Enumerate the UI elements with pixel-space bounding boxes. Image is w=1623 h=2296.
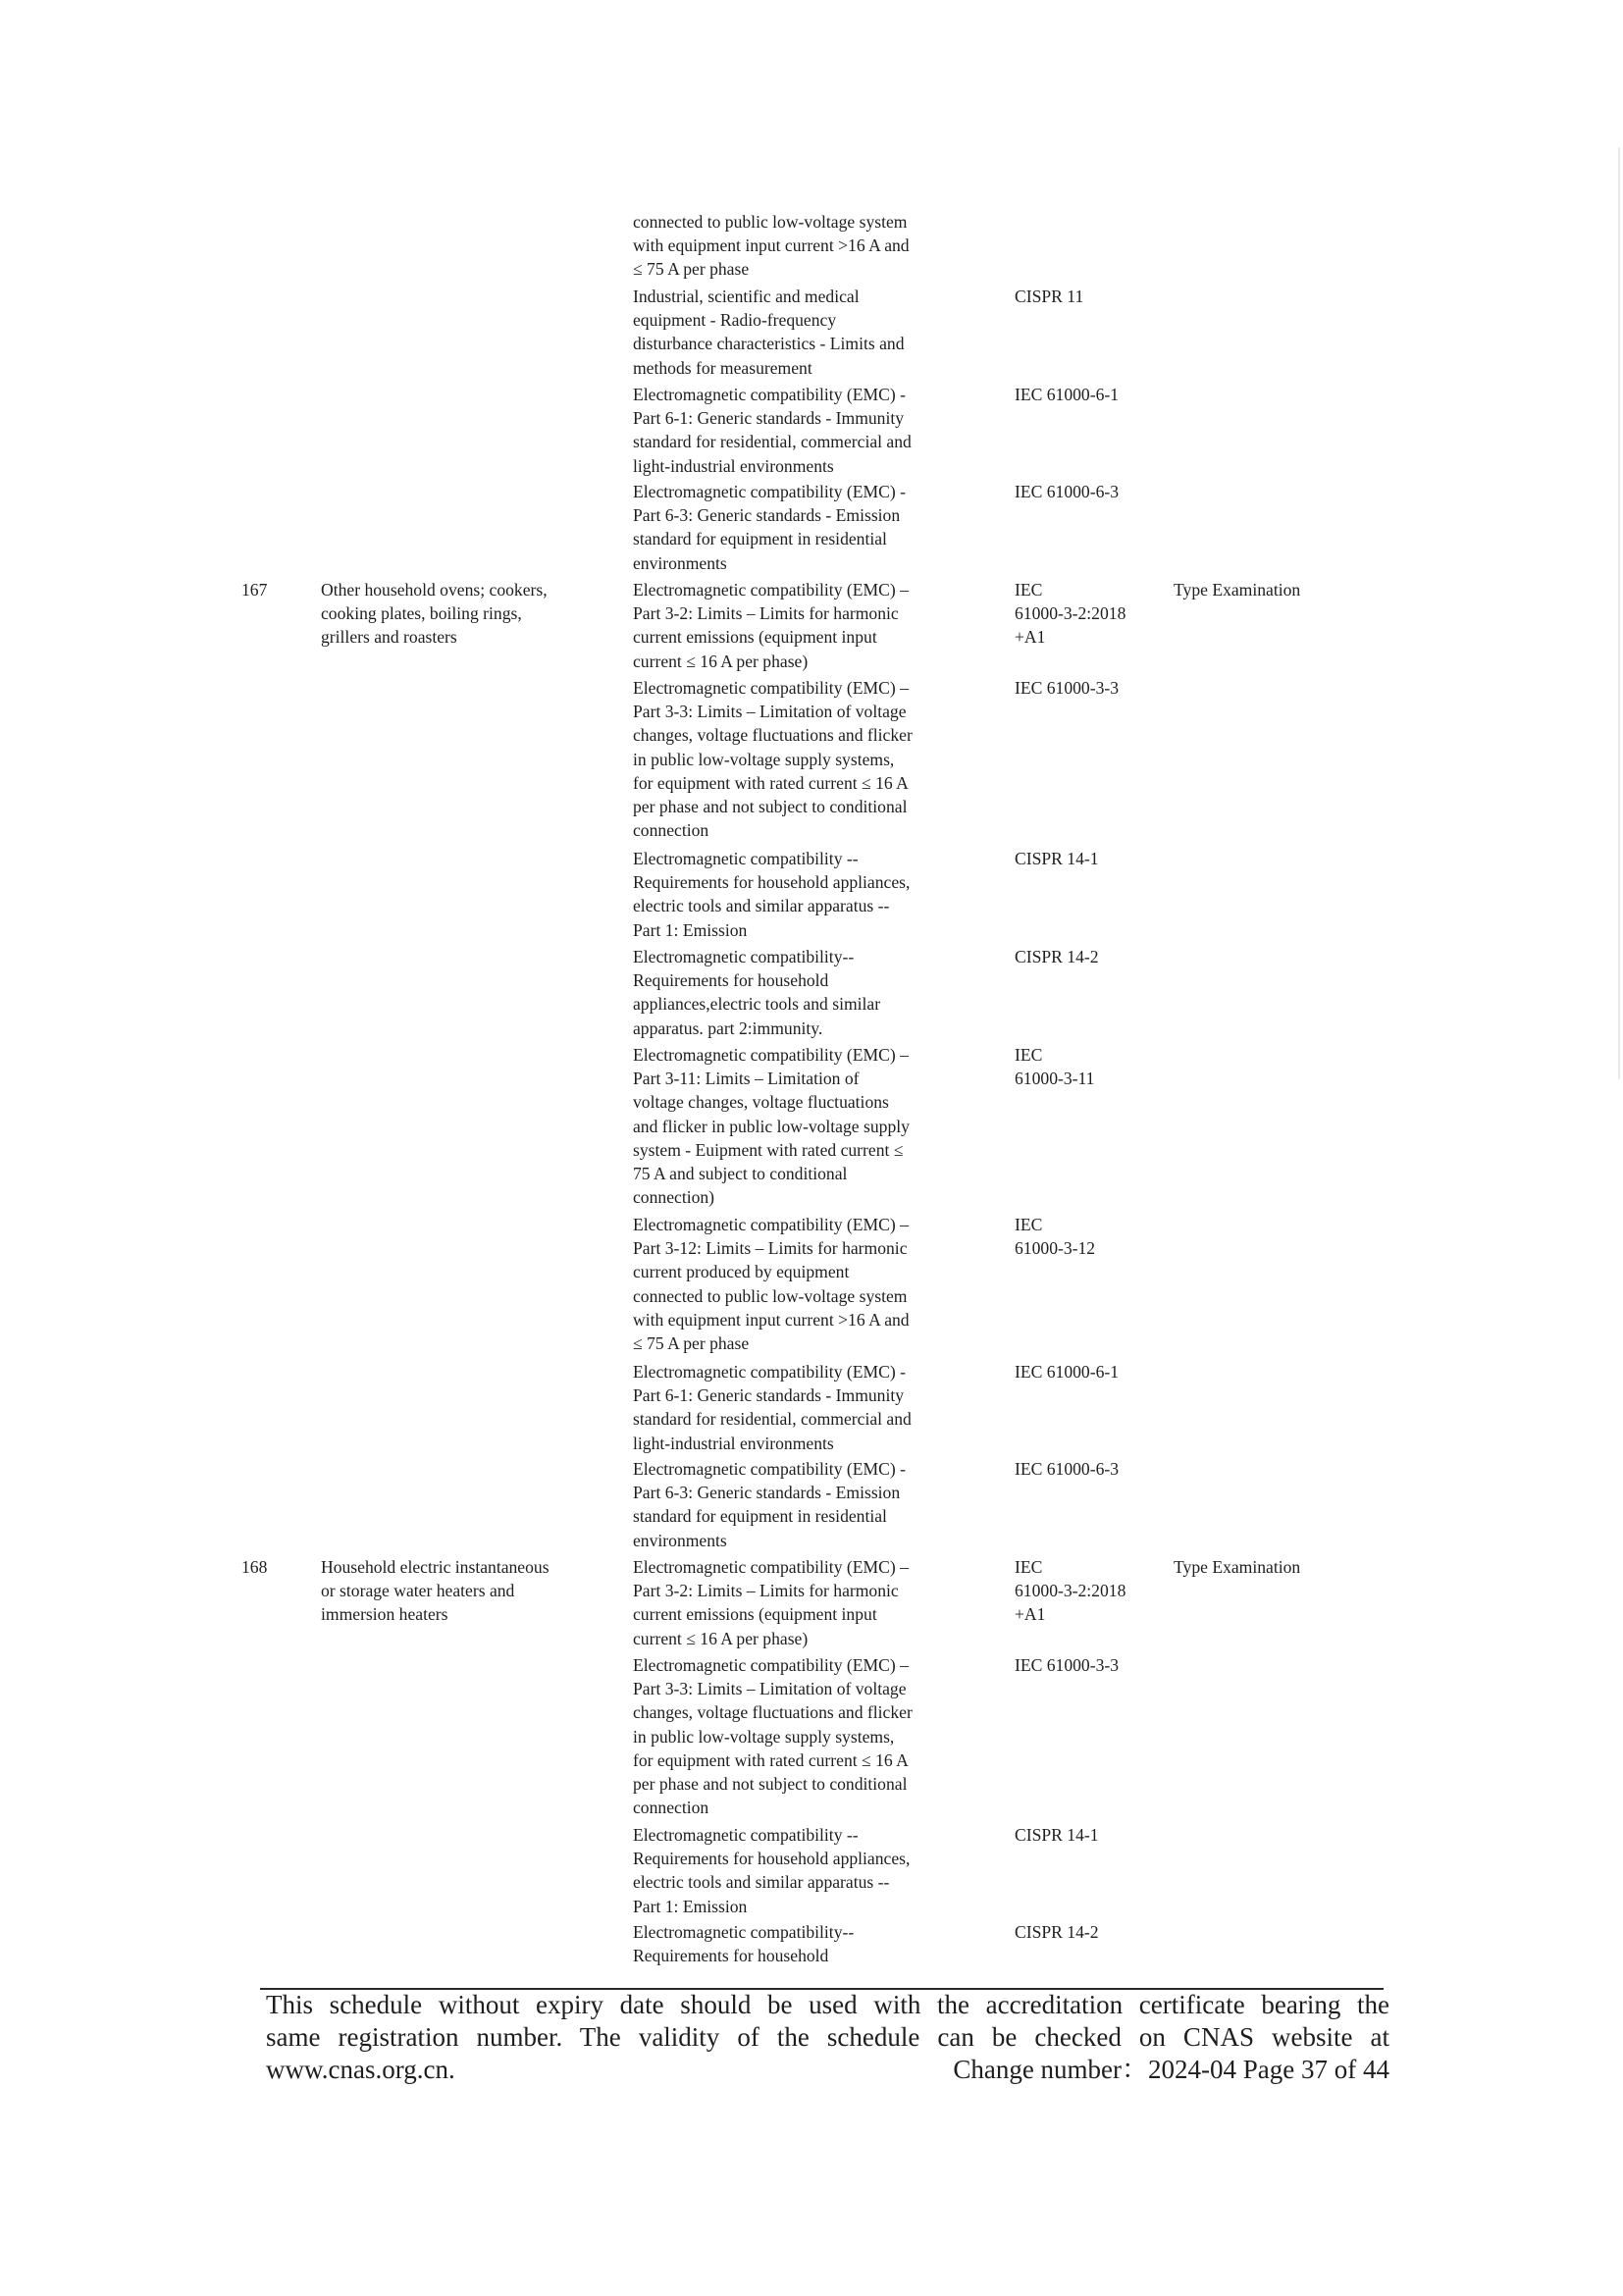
website-text: www.cnas.org.cn. bbox=[266, 2055, 455, 2084]
standard-code-line: 61000-3-11 bbox=[1015, 1069, 1095, 1089]
standard-code-line: IEC 61000-3-3 bbox=[1015, 1655, 1120, 1675]
standard-title-line: Electromagnetic compatibility (EMC) – bbox=[633, 1655, 909, 1675]
standard-title-line: standard for equipment in residential bbox=[633, 529, 887, 549]
product-name-line: Other household ovens; cookers, bbox=[321, 580, 548, 600]
standard-title-line: Part 3-3: Limits – Limitation of voltage bbox=[633, 1679, 907, 1699]
standard-title bbox=[633, 1920, 854, 1967]
standard-code bbox=[1015, 1043, 1094, 1090]
standard-title-line: light-industrial environments bbox=[633, 455, 834, 476]
standard-title bbox=[633, 285, 905, 380]
standard-code bbox=[1015, 1823, 1099, 1847]
standard-code-line: 61000-3-2:2018 bbox=[1015, 1581, 1126, 1601]
item-number: 168 bbox=[241, 1557, 268, 1577]
standard-title-line: current ≤ 16 A per phase) bbox=[633, 651, 809, 671]
standard-code-line: CISPR 14-2 bbox=[1015, 947, 1099, 966]
footer-notice-line-1: This schedule without expiry date should be used with the accreditation certificate bearing the bbox=[266, 1990, 1389, 2019]
standard-title-line: appliances,electric tools and similar bbox=[633, 994, 881, 1015]
standard-title-line: Electromagnetic compatibility (EMC) - bbox=[633, 1459, 906, 1479]
standard-code-line: IEC bbox=[1015, 1557, 1043, 1577]
standard-title-line: per phase and not subject to conditional bbox=[633, 1774, 908, 1795]
product-name-line: immersion heaters bbox=[321, 1604, 448, 1625]
standard-code bbox=[1015, 945, 1099, 968]
product-name-line: Household electric instantaneous bbox=[321, 1557, 550, 1577]
standard-title bbox=[633, 1213, 910, 1355]
standard-title bbox=[633, 1457, 906, 1552]
standard-title bbox=[633, 945, 880, 1040]
standard-code-line: IEC 61000-6-1 bbox=[1015, 385, 1120, 404]
standard-code-line: IEC bbox=[1015, 1215, 1043, 1234]
standard-title-line: standard for equipment in residential bbox=[633, 1506, 887, 1527]
standard-title-line: Part 6-1: Generic standards - Immunity bbox=[633, 1385, 905, 1406]
standard-title-line: voltage changes, voltage fluctuations bbox=[633, 1092, 889, 1113]
standard-title bbox=[633, 480, 906, 575]
standard-title-line: standard for residential, commercial and bbox=[633, 1409, 912, 1430]
standard-title bbox=[633, 1653, 913, 1819]
standard-code-line: 61000-3-12 bbox=[1015, 1238, 1096, 1259]
standard-title bbox=[633, 578, 909, 673]
standard-title-line: Electromagnetic compatibility -- bbox=[633, 1825, 859, 1845]
standard-title-line: system - Euipment with rated current ≤ bbox=[633, 1139, 904, 1160]
standard-title-line: changes, voltage fluctuations and flicker bbox=[633, 1702, 913, 1723]
product-name-line: grillers and roasters bbox=[321, 627, 457, 648]
standard-title-line: Part 3-2: Limits – Limits for harmonic bbox=[633, 1581, 899, 1601]
standard-title-line: Part 3-2: Limits – Limits for harmonic bbox=[633, 603, 899, 624]
standard-title-line: and flicker in public low-voltage supply bbox=[633, 1116, 910, 1136]
standard-title-line: connection) bbox=[633, 1187, 715, 1208]
standard-code bbox=[1015, 1360, 1119, 1383]
standard-title-line: Part 6-1: Generic standards - Immunity bbox=[633, 408, 905, 429]
standard-title-line: current emissions (equipment input bbox=[633, 627, 877, 648]
standard-title-line: ≤ 75 A per phase bbox=[633, 259, 750, 280]
standard-title-line: current emissions (equipment input bbox=[633, 1604, 877, 1625]
footer-notice-line-2: same registration number. The validity of the schedule can be checked on CNAS website at bbox=[266, 2022, 1389, 2052]
standard-title-line: Part 1: Emission bbox=[633, 919, 748, 940]
product-name bbox=[321, 1555, 550, 1627]
standard-code bbox=[1015, 676, 1119, 700]
standard-code-line: CISPR 11 bbox=[1015, 287, 1084, 306]
standard-title-line: Part 3-12: Limits – Limits for harmonic bbox=[633, 1238, 908, 1259]
standard-code-line: +A1 bbox=[1015, 1604, 1046, 1625]
standard-title-line: connected to public low-voltage system bbox=[633, 1285, 908, 1306]
standard-title-line: Part 6-3: Generic standards - Emission bbox=[633, 1483, 901, 1503]
standard-code bbox=[1015, 285, 1083, 308]
standard-title-line: in public low-voltage supply systems, bbox=[633, 749, 895, 769]
standard-title-line: Electromagnetic compatibility (EMC) – bbox=[633, 678, 909, 698]
standard-title-line: for equipment with rated current ≤ 16 A bbox=[633, 1749, 909, 1770]
standard-code-line: 61000-3-2:2018 bbox=[1015, 603, 1126, 624]
standard-title-line: Electromagnetic compatibility (EMC) - bbox=[633, 482, 906, 501]
page-footer bbox=[266, 1989, 1389, 2086]
standard-code bbox=[1015, 847, 1099, 870]
standard-title-line: Electromagnetic compatibility (EMC) - bbox=[633, 385, 906, 404]
standard-code-line: CISPR 14-1 bbox=[1015, 849, 1099, 868]
standard-title-line: Part 3-11: Limits – Limitation of bbox=[633, 1069, 860, 1089]
standard-code bbox=[1015, 480, 1119, 503]
standard-title bbox=[633, 1043, 910, 1209]
standard-title-line: with equipment input current >16 A and bbox=[633, 1309, 910, 1330]
standard-title-line: Electromagnetic compatibility (EMC) – bbox=[633, 1215, 909, 1234]
product-name-line: cooking plates, boiling rings, bbox=[321, 603, 522, 624]
standard-title-line: electric tools and similar apparatus -- bbox=[633, 896, 890, 916]
standard-title-line: Electromagnetic compatibility-- bbox=[633, 1922, 855, 1942]
standard-title-line: Electromagnetic compatibility (EMC) – bbox=[633, 1045, 909, 1065]
change-number: Change number：2024-04 Page 37 of 44 bbox=[953, 2055, 1389, 2084]
standard-code bbox=[1015, 383, 1119, 406]
test-method: Type Examination bbox=[1174, 580, 1301, 600]
standard-title bbox=[633, 847, 910, 942]
standard-title-line: apparatus. part 2:immunity. bbox=[633, 1018, 823, 1038]
standard-code-line: IEC 61000-6-1 bbox=[1015, 1362, 1120, 1382]
standard-title-line: connection bbox=[633, 1798, 709, 1818]
standard-title-line: environments bbox=[633, 552, 727, 573]
standard-title-line: current ≤ 16 A per phase) bbox=[633, 1628, 809, 1648]
standard-title-line: changes, voltage fluctuations and flicker bbox=[633, 725, 913, 746]
item-number: 167 bbox=[241, 580, 268, 600]
standard-title-line: Requirements for household bbox=[633, 1946, 829, 1966]
standard-title-line: for equipment with rated current ≤ 16 A bbox=[633, 772, 909, 793]
standard-title-line: light-industrial environments bbox=[633, 1433, 834, 1453]
standard-title bbox=[633, 210, 910, 282]
standard-code bbox=[1015, 1457, 1119, 1481]
standard-title-line: Part 1: Emission bbox=[633, 1896, 748, 1916]
standard-title-line: Part 6-3: Generic standards - Emission bbox=[633, 505, 901, 526]
product-name bbox=[321, 578, 548, 650]
standard-title-line: connected to public low-voltage system bbox=[633, 212, 908, 232]
standard-code bbox=[1015, 1213, 1095, 1260]
footer-last-line bbox=[266, 2054, 1389, 2086]
standard-code bbox=[1015, 578, 1126, 650]
standard-title-line: Electromagnetic compatibility-- bbox=[633, 947, 855, 966]
standard-title-line: ≤ 75 A per phase bbox=[633, 1333, 750, 1354]
test-method: Type Examination bbox=[1174, 1557, 1301, 1577]
standard-code-line: IEC 61000-3-3 bbox=[1015, 678, 1120, 698]
standard-title-line: per phase and not subject to conditional bbox=[633, 797, 908, 817]
standard-code-line: IEC 61000-6-3 bbox=[1015, 1459, 1120, 1479]
product-name-line: or storage water heaters and bbox=[321, 1581, 515, 1601]
standard-title-line: Electromagnetic compatibility -- bbox=[633, 849, 859, 868]
standard-title bbox=[633, 676, 913, 842]
standard-title bbox=[633, 383, 912, 478]
standard-title-line: Requirements for household appliances, bbox=[633, 1849, 911, 1869]
standard-title-line: with equipment input current >16 A and bbox=[633, 235, 910, 256]
standard-code-line: IEC bbox=[1015, 580, 1043, 600]
standard-title-line: in public low-voltage supply systems, bbox=[633, 1726, 895, 1747]
standard-title-line: methods for measurement bbox=[633, 357, 812, 378]
standard-title-line: standard for residential, commercial and bbox=[633, 432, 912, 452]
standard-title-line: Part 3-3: Limits – Limitation of voltage bbox=[633, 702, 907, 722]
standard-title-line: environments bbox=[633, 1530, 727, 1550]
standard-title bbox=[633, 1555, 909, 1650]
standard-title-line: disturbance characteristics - Limits and bbox=[633, 334, 905, 354]
standard-code-line: IEC bbox=[1015, 1045, 1043, 1065]
standard-code-line: +A1 bbox=[1015, 627, 1046, 648]
standard-title-line: current produced by equipment bbox=[633, 1262, 850, 1282]
standard-title bbox=[633, 1360, 912, 1455]
standard-title-line: equipment - Radio-frequency bbox=[633, 310, 837, 331]
standard-code bbox=[1015, 1555, 1126, 1627]
standard-code bbox=[1015, 1920, 1099, 1944]
standard-code bbox=[1015, 1653, 1119, 1677]
standard-title-line: Industrial, scientific and medical bbox=[633, 287, 860, 306]
standard-code-line: CISPR 14-1 bbox=[1015, 1825, 1099, 1845]
standard-title-line: Requirements for household appliances, bbox=[633, 872, 911, 893]
standard-title-line: electric tools and similar apparatus -- bbox=[633, 1872, 890, 1893]
standard-title-line: Electromagnetic compatibility (EMC) - bbox=[633, 1362, 906, 1382]
standard-title-line: Electromagnetic compatibility (EMC) – bbox=[633, 1557, 909, 1577]
standard-title bbox=[633, 1823, 910, 1918]
standard-title-line: 75 A and subject to conditional bbox=[633, 1164, 848, 1184]
standard-code-line: CISPR 14-2 bbox=[1015, 1922, 1099, 1942]
standard-title-line: connection bbox=[633, 820, 709, 841]
standard-code-line: IEC 61000-6-3 bbox=[1015, 482, 1120, 501]
standard-title-line: Electromagnetic compatibility (EMC) – bbox=[633, 580, 909, 600]
standard-title-line: Requirements for household bbox=[633, 970, 829, 991]
